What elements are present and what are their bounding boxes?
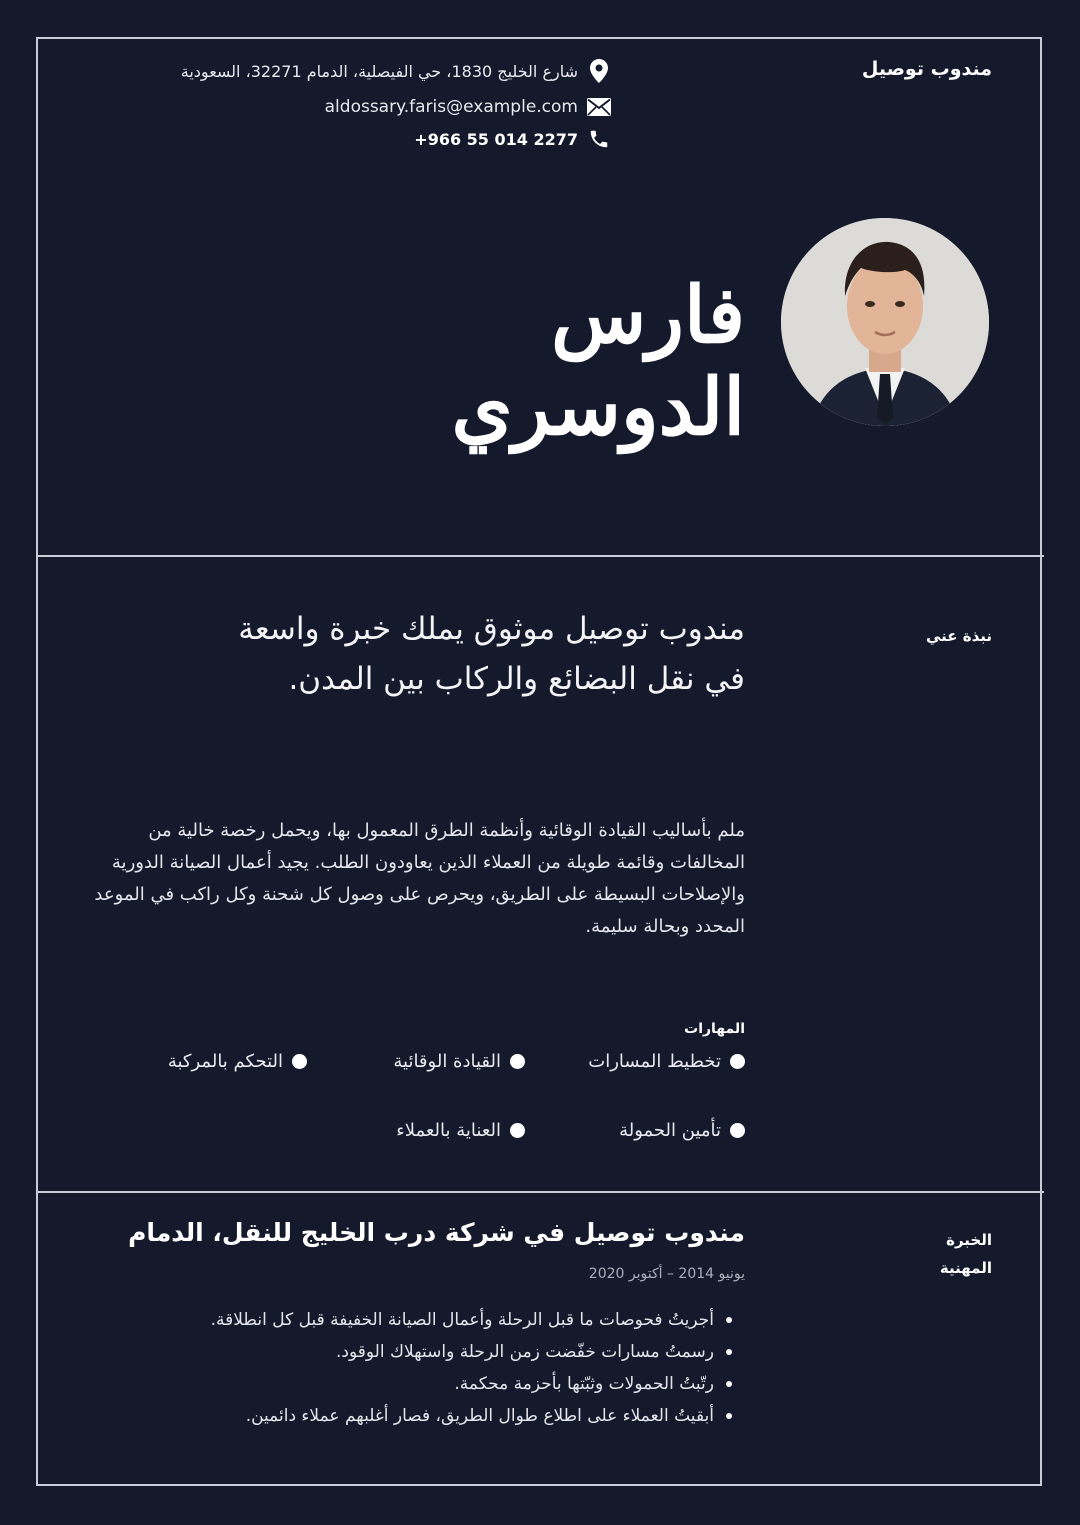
- experience-label-line2: المهنية: [939, 1259, 992, 1277]
- experience-label-line1: الخبرة: [946, 1231, 992, 1249]
- about-lead-text: مندوب توصيل موثوق يملك خبرة واسعة في نقل البضائع والركاب بين المدن.: [238, 611, 745, 697]
- skill-item: [619, 1120, 745, 1141]
- bullet-dot: [510, 1054, 525, 1069]
- contact-email: [325, 94, 612, 120]
- full-name: [452, 270, 746, 454]
- experience-section-label: [940, 1226, 992, 1282]
- experience-bullets: [211, 1304, 730, 1432]
- list-item: أبقيتُ العملاء على اطلاع طوال الطريق، فصار أغلبهم عملاء دائمين.: [211, 1400, 730, 1432]
- list-item: أجريتُ فحوصات ما قبل الرحلة وأعمال الصيانة الخفيفة قبل كل انطلاقة.: [211, 1304, 730, 1336]
- list-item: رسمتُ مسارات خفّضت زمن الرحلة واستهلاك الوقود.: [211, 1336, 730, 1368]
- about-section-label: نبذة عني: [925, 627, 992, 645]
- last-name: الدوسري: [451, 362, 745, 453]
- email-link[interactable]: aldossary.faris@example.com: [324, 97, 578, 117]
- list-item: رتّبتُ الحمولات وثبّتها بأحزمة محكمة.: [211, 1368, 730, 1400]
- bullet-dot: [510, 1123, 525, 1138]
- skill-label: تأمين الحمولة: [619, 1120, 721, 1141]
- contact-phone: [414, 126, 612, 152]
- phone-number[interactable]: +966 55 014 2277: [414, 129, 578, 149]
- first-name: فارس: [551, 270, 745, 361]
- about-body-text: ملم بأساليب القيادة الوقائية وأنظمة الطرق المعمول بها، ويحمل رخصة خالية من المخالفات وقائمة طويلة من العملاء الذين يعاودون الطلب. يجيد أعمال الصيانة الدورية والإصلاحات البسيطة على الطريق، ويحرص على وصول كل شحنة وكل راكب في الموعد المحدد وبحالة سليمة.: [94, 820, 745, 937]
- skill-label: التحكم بالمركبة: [167, 1051, 283, 1072]
- skill-label: القيادة الوقائية: [393, 1051, 501, 1072]
- skill-item: [168, 1051, 307, 1072]
- experience-dates: يونيو 2014 – أكتوبر 2020: [588, 1266, 745, 1282]
- skills-heading: المهارات: [684, 1021, 745, 1037]
- skill-item: [393, 1051, 525, 1072]
- section-divider: [36, 1191, 1044, 1193]
- skill-label: تخطيط المسارات: [588, 1051, 721, 1072]
- bullet-dot: [292, 1054, 307, 1069]
- job-title: مندوب توصيل: [861, 58, 992, 80]
- skill-item: [396, 1120, 525, 1141]
- location-pin-icon: [586, 58, 612, 84]
- skill-label: العناية بالعملاء: [396, 1120, 501, 1141]
- section-divider: [36, 555, 1044, 557]
- experience-role: مندوب توصيل في شركة درب الخليج للنقل، الدمام: [128, 1218, 745, 1247]
- envelope-icon: [586, 94, 612, 120]
- bullet-dot: [730, 1123, 745, 1138]
- bullet-dot: [730, 1054, 745, 1069]
- phone-icon: [586, 126, 612, 152]
- address-text: شارع الخليج 1830، حي الفيصلية، الدمام 32271، السعودية: [180, 61, 578, 81]
- contact-address: [181, 58, 612, 84]
- skill-item: [588, 1051, 745, 1072]
- profile-photo: [781, 218, 989, 426]
